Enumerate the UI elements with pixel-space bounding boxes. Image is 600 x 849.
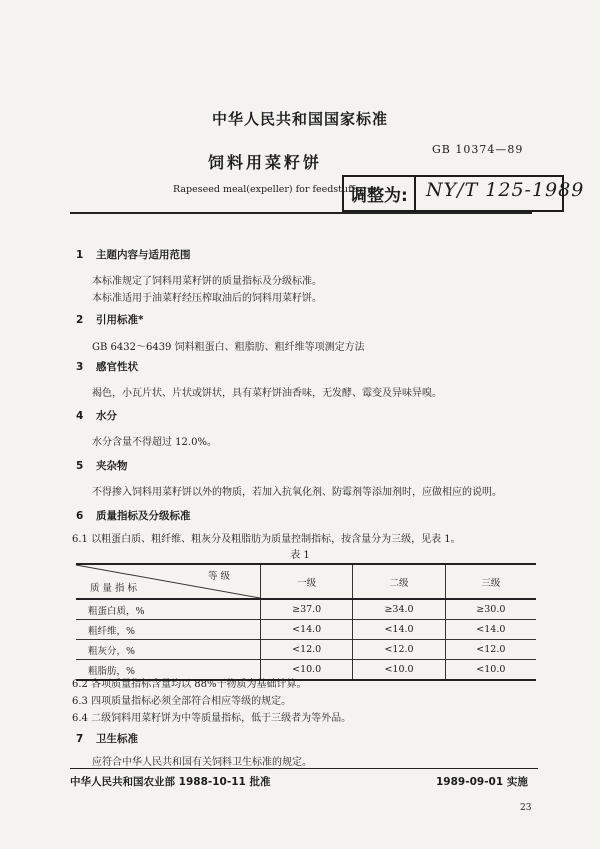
table-cell: ≥34.0 — [353, 599, 445, 620]
standard-number: GB 10374—89 — [432, 143, 524, 156]
document-subtitle: Rapeseed meal(expeller) for feedstuffs — [173, 184, 360, 195]
section-title: 夹杂物 — [96, 460, 128, 472]
section-title: 卫生标准 — [96, 733, 138, 745]
column-header: 一级 — [261, 564, 353, 599]
stamp-handwritten-value: NY/T 125-1989 — [426, 179, 585, 201]
row-label: 粗灰分，% — [76, 640, 261, 660]
table-cell: <10.0 — [445, 660, 536, 681]
row-label: 粗纤维，% — [76, 620, 261, 640]
approval-line: 中华人民共和国农业部 1988-10-11 批准 — [70, 776, 271, 788]
section-5-line-1: 不得掺入饲料用菜籽饼以外的物质，若加入抗氧化剂、防霉剂等添加剂时，应做相应的说明。 — [92, 487, 502, 498]
row-label: 粗脂肪，% — [76, 660, 261, 681]
section-5-heading — [76, 458, 128, 473]
section-title: 感官性状 — [96, 361, 138, 373]
section-number: 4 — [76, 410, 84, 422]
clause-6-3: 6.3 四项质量指标必须全部符合相应等级的规定。 — [72, 696, 292, 707]
section-number: 1 — [76, 249, 84, 261]
section-title: 水分 — [96, 410, 117, 422]
table-header-row — [76, 564, 536, 599]
section-3-line-1: 褐色，小瓦片状、片状或饼状，具有菜籽饼油香味，无发酵、霉变及异味异嗅。 — [92, 388, 442, 399]
table-row — [76, 640, 536, 660]
table-cell: <12.0 — [353, 640, 445, 660]
adjustment-stamp — [342, 175, 585, 212]
corner-label-grade: 等 级 — [207, 571, 230, 582]
table-cell: <14.0 — [445, 620, 536, 640]
table-row — [76, 599, 536, 620]
page-number: 23 — [520, 803, 532, 813]
section-number: 6 — [76, 510, 84, 522]
section-number: 3 — [76, 361, 84, 373]
stamp-label: 调整为: — [350, 186, 408, 206]
table-cell: <14.0 — [261, 620, 353, 640]
section-1-line-1: 本标准规定了饲料用菜籽饼的质量指标及分级标准。 — [92, 276, 322, 287]
section-title: 质量指标及分级标准 — [96, 510, 191, 522]
table-cell: <12.0 — [445, 640, 536, 660]
clause-6-1: 6.1 以粗蛋白质、粗纤维、粗灰分及粗脂肪为质量控制指标，按含量分为三级，见表 1。 — [72, 534, 461, 545]
column-header: 二级 — [353, 564, 445, 599]
section-7-heading — [76, 731, 138, 746]
clause-6-4: 6.4 二级饲料用菜籽饼为中等质量指标，低于三级者为等外品。 — [72, 713, 352, 724]
table-cell: ≥37.0 — [261, 599, 353, 620]
stamp-divider — [414, 177, 416, 210]
section-2-line-1: GB 6432～6439 饲料粗蛋白、粗脂肪、粗纤维等项测定方法 — [92, 342, 365, 353]
table-caption: 表 1 — [290, 550, 310, 561]
table-row — [76, 620, 536, 640]
section-3-heading — [76, 359, 138, 374]
section-7-line-1: 应符合中华人民共和国有关饲料卫生标准的规定。 — [92, 757, 312, 768]
section-title: 主题内容与适用范围 — [96, 249, 191, 261]
corner-label-indicator: 质 量 指 标 — [90, 583, 138, 594]
table-corner-cell — [76, 564, 261, 599]
section-number: 2 — [76, 314, 84, 326]
footer-rule — [70, 768, 538, 769]
table-cell: <12.0 — [261, 640, 353, 660]
section-title: 引用标准* — [96, 314, 144, 326]
section-4-line-1: 水分含量不得超过 12.0%。 — [92, 437, 217, 448]
section-2-heading — [76, 312, 144, 327]
column-header: 三级 — [445, 564, 536, 599]
quality-grade-table — [76, 563, 536, 681]
standard-heading: 中华人民共和国国家标准 — [211, 110, 388, 128]
table-cell: <10.0 — [353, 660, 445, 681]
section-4-heading — [76, 408, 117, 423]
section-6-heading — [76, 508, 191, 523]
section-number: 7 — [76, 733, 84, 745]
table-cell: <10.0 — [261, 660, 353, 681]
section-1-heading — [76, 247, 191, 262]
section-number: 5 — [76, 460, 84, 472]
table-cell: ≥30.0 — [445, 599, 536, 620]
document-title: 饲料用菜籽饼 — [208, 153, 323, 172]
implementation-date: 1989-09-01 实施 — [436, 776, 528, 788]
table-cell: <14.0 — [353, 620, 445, 640]
section-1-line-2: 本标准适用于油菜籽经压榨取油后的饲料用菜籽饼。 — [92, 293, 322, 304]
header-rule — [70, 212, 532, 214]
row-label: 粗蛋白质，% — [76, 599, 261, 620]
clause-6-2: 6.2 各项质量指标含量均以 88%干物质为基础计算。 — [72, 679, 307, 690]
